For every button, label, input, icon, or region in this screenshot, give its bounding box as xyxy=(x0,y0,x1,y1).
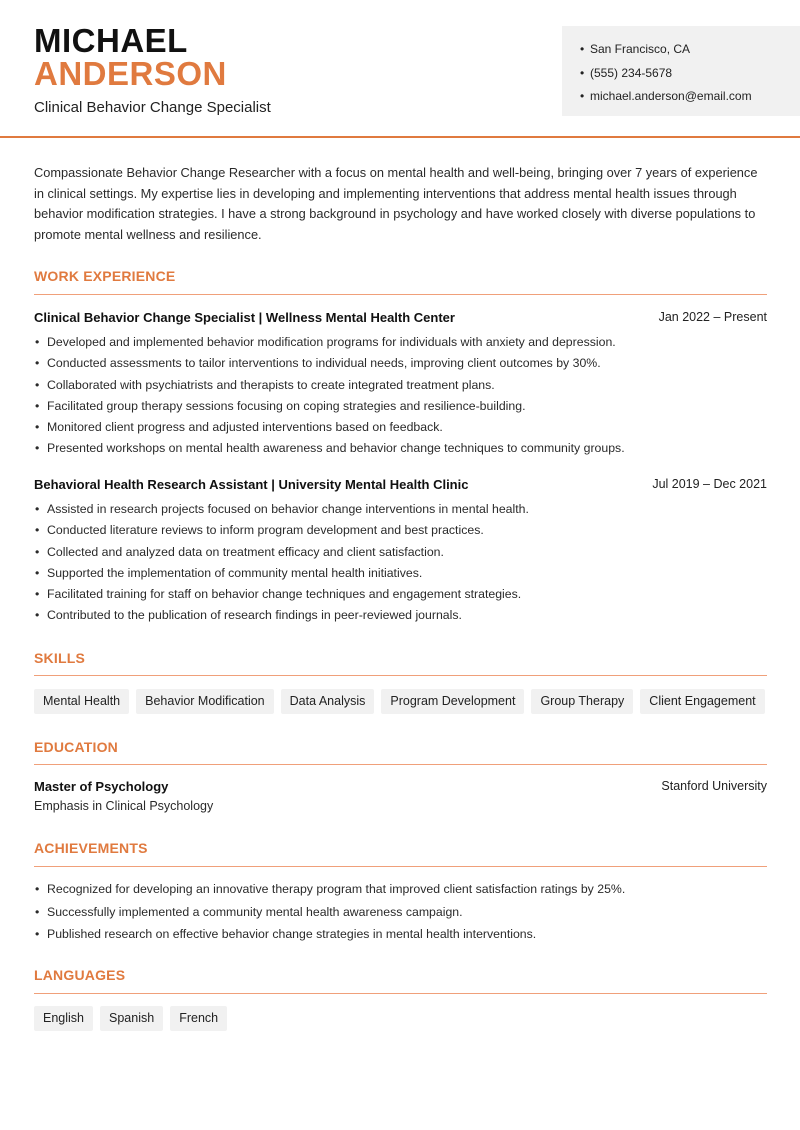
list-item: • Developed and implemented behavior modification programs for individuals with anxiety and depression. xyxy=(34,332,767,353)
skills-tags xyxy=(34,689,765,714)
education-detail: Emphasis in Clinical Psychology xyxy=(34,799,214,813)
job-title: Clinical Behavior Change Specialist xyxy=(34,99,271,116)
achievements-list xyxy=(34,878,767,946)
section-title-skills: SKILLS xyxy=(34,650,85,666)
section-divider xyxy=(34,764,767,765)
skill-tag: Mental Health xyxy=(34,689,129,714)
list-item: • Conducted literature reviews to inform program development and best practices. xyxy=(34,520,767,541)
skill-tag: Data Analysis xyxy=(281,689,375,714)
list-item: • Contributed to the publication of research findings in peer-reviewed journals. xyxy=(34,605,767,626)
list-item: • Facilitated group therapy sessions focusing on coping strategies and resilience-building. xyxy=(34,396,767,417)
skill-tag: Program Development xyxy=(381,689,524,714)
section-divider xyxy=(34,294,767,295)
job-role: Behavioral Health Research Assistant | University Mental Health Clinic xyxy=(34,477,469,492)
education-degree: Master of Psychology xyxy=(34,779,169,794)
job-role: Clinical Behavior Change Specialist | Wellness Mental Health Center xyxy=(34,310,455,325)
section-divider xyxy=(34,866,767,867)
job-bullets xyxy=(34,499,767,627)
list-item: • Monitored client progress and adjusted interventions based on feedback. xyxy=(34,417,767,438)
list-item: • Published research on effective behavior change strategies in mental health interventions. xyxy=(34,923,767,946)
section-divider xyxy=(34,675,767,676)
job-dates: Jul 2019 – Dec 2021 xyxy=(652,477,767,491)
skill-tag: Behavior Modification xyxy=(136,689,274,714)
skill-tag: Client Engagement xyxy=(640,689,764,714)
summary-paragraph: Compassionate Behavior Change Researcher with a focus on mental health and well-being, bringing over 7 years of experience in clinical settings. My expertise lies in developing and implementing interventions that address mental health issues through behavior modification strategies. I have a strong background in psychology and have worked closely with diverse populations to promote mental wellness and resilience. xyxy=(34,165,758,243)
list-item: • Presented workshops on mental health awareness and behavior change techniques to community groups. xyxy=(34,438,767,459)
list-item: • Supported the implementation of community mental health initiatives. xyxy=(34,563,767,584)
list-item: • Facilitated training for staff on behavior change techniques and engagement strategies. xyxy=(34,584,767,605)
section-title-achievements: ACHIEVEMENTS xyxy=(34,840,148,856)
language-tag: English xyxy=(34,1006,93,1031)
list-item: • Assisted in research projects focused on behavior change interventions in mental health. xyxy=(34,499,767,520)
list-item: • Collaborated with psychiatrists and therapists to create integrated treatment plans. xyxy=(34,375,767,396)
contact-email: • michael.anderson@email.com xyxy=(580,85,800,109)
education-school: Stanford University xyxy=(661,779,767,793)
contact-location: • San Francisco, CA xyxy=(580,38,800,62)
section-title-work: WORK EXPERIENCE xyxy=(34,268,176,284)
language-tag: French xyxy=(170,1006,227,1031)
list-item: • Recognized for developing an innovative therapy program that improved client satisfaction ratings by 25%. xyxy=(34,878,767,901)
section-title-education: EDUCATION xyxy=(34,739,118,755)
job-dates: Jan 2022 – Present xyxy=(658,310,767,324)
contact-phone: • (555) 234-5678 xyxy=(580,62,800,86)
job-bullets xyxy=(34,332,767,460)
section-divider xyxy=(34,993,767,994)
skill-tag: Group Therapy xyxy=(531,689,633,714)
section-title-languages: LANGUAGES xyxy=(34,967,126,983)
list-item: • Conducted assessments to tailor interventions to individual needs, improving client outcomes by 30%. xyxy=(34,353,767,374)
contact-list xyxy=(580,38,800,109)
language-tag: Spanish xyxy=(100,1006,163,1031)
first-name: MICHAEL xyxy=(34,22,188,59)
contact-box xyxy=(562,26,800,116)
job-header xyxy=(34,477,767,492)
list-item: • Successfully implemented a community mental health awareness campaign. xyxy=(34,901,767,924)
list-item: • Collected and analyzed data on treatment efficacy and client satisfaction. xyxy=(34,542,767,563)
job-header xyxy=(34,310,767,325)
resume-header xyxy=(0,0,800,138)
last-name: ANDERSON xyxy=(34,55,227,92)
languages-tags xyxy=(34,1006,227,1031)
